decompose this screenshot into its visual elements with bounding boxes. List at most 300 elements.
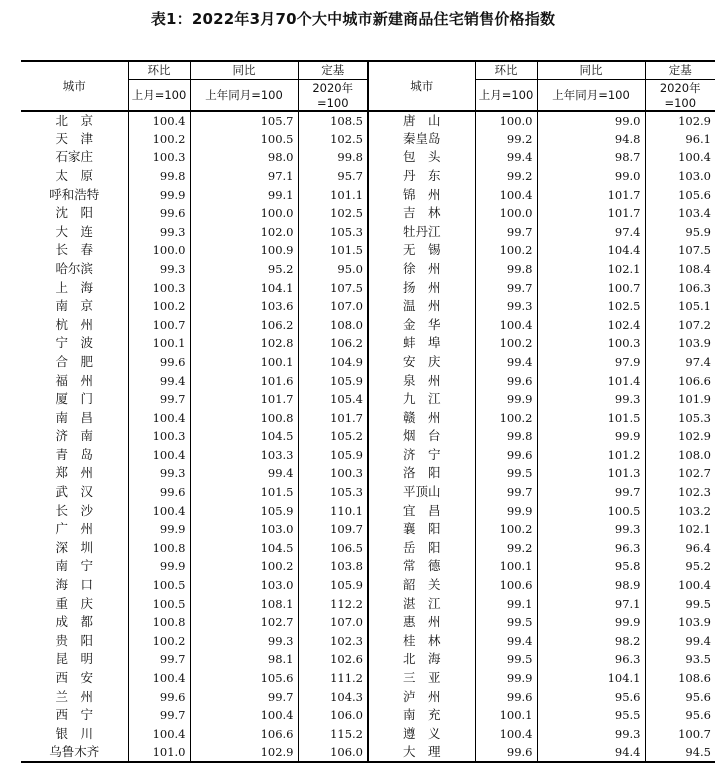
table-row xyxy=(21,111,715,130)
base-cell: 105.3 xyxy=(645,408,715,427)
table-row xyxy=(21,446,715,465)
yoy-cell: 100.7 xyxy=(537,278,645,297)
yoy-cell: 97.9 xyxy=(537,353,645,372)
mom-header-right: 环比 xyxy=(475,61,537,79)
mom-cell: 101.0 xyxy=(128,743,190,762)
yoy-cell: 97.1 xyxy=(537,594,645,613)
table-row xyxy=(21,576,715,595)
base-cell: 93.5 xyxy=(645,650,715,669)
yoy-cell: 108.1 xyxy=(190,594,298,613)
city-cell: 沈 阳 xyxy=(55,205,93,221)
city-cell: 南 充 xyxy=(368,706,475,725)
city-cell: 武 汉 xyxy=(55,484,93,500)
mom-cell: 99.3 xyxy=(128,464,190,483)
mom-cell: 99.2 xyxy=(475,167,537,186)
base-cell: 100.3 xyxy=(298,464,368,483)
base-cell: 100.4 xyxy=(645,576,715,595)
base-cell: 105.2 xyxy=(298,427,368,446)
mom-cell: 100.0 xyxy=(128,241,190,260)
mom-header-left: 环比 xyxy=(128,61,190,79)
mom-subheader-right: 上月=100 xyxy=(475,79,537,111)
table-row xyxy=(21,613,715,632)
yoy-cell: 103.0 xyxy=(190,520,298,539)
yoy-cell: 96.3 xyxy=(537,650,645,669)
base-cell: 95.9 xyxy=(645,222,715,241)
mom-cell: 100.5 xyxy=(128,576,190,595)
city-cell: 洛 阳 xyxy=(368,464,475,483)
city-cell: 徐 州 xyxy=(368,260,475,279)
table-row xyxy=(21,148,715,167)
mom-cell: 100.8 xyxy=(128,613,190,632)
base-cell: 103.0 xyxy=(645,167,715,186)
yoy-cell: 102.5 xyxy=(537,297,645,316)
mom-cell: 99.6 xyxy=(475,687,537,706)
city-cell: 蚌 埠 xyxy=(368,334,475,353)
base-cell: 102.7 xyxy=(645,464,715,483)
yoy-cell: 104.1 xyxy=(190,278,298,297)
mom-cell: 100.2 xyxy=(475,408,537,427)
city-cell: 天 津 xyxy=(55,130,93,146)
price-index-table xyxy=(21,60,715,763)
yoy-cell: 101.4 xyxy=(537,371,645,390)
mom-cell: 100.5 xyxy=(128,594,190,613)
table-row xyxy=(21,371,715,390)
base-cell: 102.3 xyxy=(645,483,715,502)
yoy-cell: 103.0 xyxy=(190,576,298,595)
base-cell: 99.4 xyxy=(645,632,715,651)
base-cell: 104.9 xyxy=(298,353,368,372)
city-cell: 广 州 xyxy=(55,521,93,537)
city-cell: 宜 昌 xyxy=(368,501,475,520)
table-header xyxy=(21,61,715,111)
base-cell: 95.2 xyxy=(645,557,715,576)
city-cell: 银 川 xyxy=(55,725,93,741)
table-row xyxy=(21,353,715,372)
table-row xyxy=(21,557,715,576)
yoy-cell: 101.5 xyxy=(537,408,645,427)
base-cell: 105.4 xyxy=(298,390,368,409)
base-subheader-right: 2020年=100 xyxy=(645,79,715,111)
yoy-cell: 105.6 xyxy=(190,669,298,688)
mom-cell: 100.2 xyxy=(128,297,190,316)
mom-cell: 100.8 xyxy=(128,539,190,558)
base-cell: 115.2 xyxy=(298,725,368,744)
base-cell: 95.6 xyxy=(645,706,715,725)
base-cell: 97.4 xyxy=(645,353,715,372)
yoy-cell: 104.1 xyxy=(537,669,645,688)
table-row xyxy=(21,632,715,651)
mom-cell: 100.4 xyxy=(128,408,190,427)
city-cell: 福 州 xyxy=(55,372,93,388)
mom-cell: 99.9 xyxy=(128,185,190,204)
yoy-cell: 100.9 xyxy=(190,241,298,260)
yoy-cell: 103.6 xyxy=(190,297,298,316)
yoy-cell: 102.0 xyxy=(190,222,298,241)
mom-cell: 100.2 xyxy=(475,334,537,353)
base-cell: 105.6 xyxy=(645,185,715,204)
city-cell: 成 都 xyxy=(55,614,93,630)
base-cell: 108.5 xyxy=(298,111,368,130)
city-cell: 厦 门 xyxy=(55,391,93,407)
mom-cell: 99.8 xyxy=(128,167,190,186)
yoy-cell: 98.2 xyxy=(537,632,645,651)
base-cell: 105.3 xyxy=(298,222,368,241)
mom-cell: 100.3 xyxy=(128,278,190,297)
base-cell: 110.1 xyxy=(298,501,368,520)
yoy-cell: 101.3 xyxy=(537,464,645,483)
yoy-cell: 97.1 xyxy=(190,167,298,186)
table-row xyxy=(21,539,715,558)
mom-cell: 100.2 xyxy=(128,632,190,651)
base-cell: 103.8 xyxy=(298,557,368,576)
base-cell: 95.6 xyxy=(645,687,715,706)
city-cell: 泸 州 xyxy=(368,687,475,706)
yoy-cell: 101.7 xyxy=(190,390,298,409)
yoy-cell: 98.9 xyxy=(537,576,645,595)
yoy-header-left: 同比 xyxy=(190,61,298,79)
base-cell: 107.5 xyxy=(645,241,715,260)
base-cell: 99.8 xyxy=(298,148,368,167)
yoy-cell: 105.9 xyxy=(190,501,298,520)
base-cell: 108.0 xyxy=(645,446,715,465)
mom-cell: 99.7 xyxy=(128,390,190,409)
base-cell: 101.1 xyxy=(298,185,368,204)
table-row xyxy=(21,278,715,297)
city-cell: 襄 阳 xyxy=(368,520,475,539)
base-cell: 107.0 xyxy=(298,613,368,632)
mom-cell: 99.2 xyxy=(475,539,537,558)
base-cell: 106.5 xyxy=(298,539,368,558)
mom-cell: 100.4 xyxy=(128,669,190,688)
table-row xyxy=(21,167,715,186)
table-row xyxy=(21,204,715,223)
base-cell: 95.7 xyxy=(298,167,368,186)
table-row xyxy=(21,334,715,353)
city-cell: 遵 义 xyxy=(368,725,475,744)
table-row xyxy=(21,669,715,688)
city-cell: 丹 东 xyxy=(368,167,475,186)
city-cell: 惠 州 xyxy=(368,613,475,632)
base-cell: 105.3 xyxy=(298,483,368,502)
base-cell: 101.5 xyxy=(298,241,368,260)
table-row xyxy=(21,650,715,669)
city-cell: 唐 山 xyxy=(368,111,475,130)
mom-cell: 99.4 xyxy=(128,371,190,390)
mom-cell: 99.5 xyxy=(475,613,537,632)
yoy-cell: 95.8 xyxy=(537,557,645,576)
city-cell: 哈尔滨 xyxy=(55,260,93,276)
yoy-subheader-right: 上年同月=100 xyxy=(537,79,645,111)
city-cell: 太 原 xyxy=(55,167,93,183)
city-cell: 岳 阳 xyxy=(368,539,475,558)
yoy-cell: 100.5 xyxy=(537,501,645,520)
city-cell: 牡丹江 xyxy=(368,222,475,241)
city-cell: 秦皇岛 xyxy=(368,130,475,149)
mom-cell: 99.5 xyxy=(475,464,537,483)
yoy-cell: 100.3 xyxy=(537,334,645,353)
table-row xyxy=(21,222,715,241)
city-header-left: 城市 xyxy=(21,61,128,111)
mom-cell: 99.6 xyxy=(128,353,190,372)
city-cell: 平顶山 xyxy=(368,483,475,502)
mom-cell: 100.1 xyxy=(475,557,537,576)
mom-cell: 100.4 xyxy=(128,446,190,465)
yoy-cell: 106.6 xyxy=(190,725,298,744)
yoy-cell: 99.3 xyxy=(537,520,645,539)
base-cell: 94.5 xyxy=(645,743,715,762)
table-row xyxy=(21,464,715,483)
city-cell: 宁 波 xyxy=(55,335,93,351)
yoy-cell: 98.1 xyxy=(190,650,298,669)
yoy-header-right: 同比 xyxy=(537,61,645,79)
base-cell: 106.0 xyxy=(298,706,368,725)
city-cell: 青 岛 xyxy=(55,446,93,462)
yoy-cell: 94.8 xyxy=(537,130,645,149)
table-row xyxy=(21,408,715,427)
yoy-cell: 99.4 xyxy=(190,464,298,483)
yoy-cell: 99.3 xyxy=(537,390,645,409)
yoy-cell: 99.1 xyxy=(190,185,298,204)
yoy-subheader-left: 上年同月=100 xyxy=(190,79,298,111)
mom-cell: 100.1 xyxy=(128,334,190,353)
yoy-cell: 100.2 xyxy=(190,557,298,576)
table-row xyxy=(21,260,715,279)
city-cell: 常 德 xyxy=(368,557,475,576)
yoy-cell: 104.5 xyxy=(190,539,298,558)
base-cell: 108.4 xyxy=(645,260,715,279)
base-cell: 111.2 xyxy=(298,669,368,688)
base-cell: 99.5 xyxy=(645,594,715,613)
city-cell: 济 南 xyxy=(55,428,93,444)
mom-cell: 99.6 xyxy=(128,204,190,223)
base-cell: 96.1 xyxy=(645,130,715,149)
table-row xyxy=(21,725,715,744)
city-cell: 北 海 xyxy=(368,650,475,669)
yoy-cell: 94.4 xyxy=(537,743,645,762)
table-row xyxy=(21,483,715,502)
mom-cell: 99.9 xyxy=(475,669,537,688)
city-cell: 包 头 xyxy=(368,148,475,167)
base-cell: 102.3 xyxy=(298,632,368,651)
yoy-cell: 97.4 xyxy=(537,222,645,241)
city-cell: 西 宁 xyxy=(55,707,93,723)
mom-cell: 99.7 xyxy=(475,278,537,297)
mom-cell: 99.3 xyxy=(128,222,190,241)
mom-cell: 99.7 xyxy=(128,706,190,725)
table-row xyxy=(21,687,715,706)
city-cell: 南 宁 xyxy=(55,558,93,574)
yoy-cell: 99.3 xyxy=(537,725,645,744)
base-cell: 107.0 xyxy=(298,297,368,316)
base-cell: 102.6 xyxy=(298,650,368,669)
yoy-cell: 100.8 xyxy=(190,408,298,427)
mom-cell: 99.7 xyxy=(128,650,190,669)
mom-cell: 99.4 xyxy=(475,148,537,167)
page-title: 表1：2022年3月70个大中城市新建商品住宅销售价格指数 xyxy=(150,10,556,28)
yoy-cell: 98.7 xyxy=(537,148,645,167)
mom-cell: 99.3 xyxy=(128,260,190,279)
yoy-cell: 100.1 xyxy=(190,353,298,372)
city-cell: 泉 州 xyxy=(368,371,475,390)
base-subheader-left: 2020年=100 xyxy=(298,79,368,111)
mom-cell: 100.4 xyxy=(128,111,190,130)
yoy-cell: 102.7 xyxy=(190,613,298,632)
city-cell: 韶 关 xyxy=(368,576,475,595)
mom-cell: 100.2 xyxy=(475,520,537,539)
table-row xyxy=(21,241,715,260)
city-cell: 吉 林 xyxy=(368,204,475,223)
city-cell: 安 庆 xyxy=(368,353,475,372)
base-cell: 95.0 xyxy=(298,260,368,279)
base-cell: 105.9 xyxy=(298,371,368,390)
city-cell: 乌鲁木齐 xyxy=(49,744,100,760)
city-cell: 重 庆 xyxy=(55,595,93,611)
table-row xyxy=(21,520,715,539)
mom-subheader-left: 上月=100 xyxy=(128,79,190,111)
base-cell: 107.2 xyxy=(645,315,715,334)
base-cell: 101.7 xyxy=(298,408,368,427)
yoy-cell: 100.0 xyxy=(190,204,298,223)
base-cell: 103.2 xyxy=(645,501,715,520)
yoy-cell: 99.7 xyxy=(190,687,298,706)
base-cell: 105.9 xyxy=(298,446,368,465)
base-cell: 102.5 xyxy=(298,130,368,149)
yoy-cell: 101.6 xyxy=(190,371,298,390)
yoy-cell: 101.7 xyxy=(537,185,645,204)
mom-cell: 100.4 xyxy=(128,725,190,744)
base-cell: 109.7 xyxy=(298,520,368,539)
base-cell: 100.4 xyxy=(645,148,715,167)
base-cell: 112.2 xyxy=(298,594,368,613)
city-cell: 上 海 xyxy=(55,279,93,295)
city-cell: 贵 阳 xyxy=(55,632,93,648)
table-row xyxy=(21,706,715,725)
yoy-cell: 99.9 xyxy=(537,427,645,446)
yoy-cell: 99.0 xyxy=(537,111,645,130)
city-cell: 桂 林 xyxy=(368,632,475,651)
mom-cell: 99.4 xyxy=(475,353,537,372)
base-cell: 105.9 xyxy=(298,576,368,595)
city-cell: 温 州 xyxy=(368,297,475,316)
city-cell: 长 沙 xyxy=(55,502,93,518)
base-cell: 107.5 xyxy=(298,278,368,297)
base-cell: 108.6 xyxy=(645,669,715,688)
city-cell: 郑 州 xyxy=(55,465,93,481)
base-cell: 106.0 xyxy=(298,743,368,762)
mom-cell: 100.0 xyxy=(475,111,537,130)
mom-cell: 99.4 xyxy=(475,632,537,651)
base-header-left: 定基 xyxy=(298,61,368,79)
base-cell: 106.3 xyxy=(645,278,715,297)
city-cell: 西 安 xyxy=(55,670,93,686)
city-cell: 扬 州 xyxy=(368,278,475,297)
table-row xyxy=(21,185,715,204)
base-cell: 103.9 xyxy=(645,334,715,353)
mom-cell: 99.9 xyxy=(128,520,190,539)
yoy-cell: 103.3 xyxy=(190,446,298,465)
city-cell: 深 圳 xyxy=(55,539,93,555)
city-cell: 锦 州 xyxy=(368,185,475,204)
base-cell: 108.0 xyxy=(298,315,368,334)
base-cell: 100.7 xyxy=(645,725,715,744)
mom-cell: 99.6 xyxy=(475,743,537,762)
mom-cell: 99.2 xyxy=(475,130,537,149)
table-row xyxy=(21,594,715,613)
base-cell: 101.9 xyxy=(645,390,715,409)
mom-cell: 100.0 xyxy=(475,204,537,223)
yoy-cell: 104.5 xyxy=(190,427,298,446)
mom-cell: 99.7 xyxy=(475,483,537,502)
city-cell: 无 锡 xyxy=(368,241,475,260)
city-cell: 兰 州 xyxy=(55,688,93,704)
yoy-cell: 95.2 xyxy=(190,260,298,279)
yoy-cell: 100.4 xyxy=(190,706,298,725)
city-cell: 金 华 xyxy=(368,315,475,334)
base-cell: 102.9 xyxy=(645,427,715,446)
mom-cell: 99.7 xyxy=(475,222,537,241)
city-cell: 九 江 xyxy=(368,390,475,409)
mom-cell: 99.6 xyxy=(475,446,537,465)
city-cell: 赣 州 xyxy=(368,408,475,427)
yoy-cell: 99.7 xyxy=(537,483,645,502)
mom-cell: 99.5 xyxy=(475,650,537,669)
yoy-cell: 99.9 xyxy=(537,613,645,632)
yoy-cell: 96.3 xyxy=(537,539,645,558)
yoy-cell: 99.0 xyxy=(537,167,645,186)
yoy-cell: 101.5 xyxy=(190,483,298,502)
table-row xyxy=(21,130,715,149)
city-cell: 石家庄 xyxy=(55,149,93,165)
table-row xyxy=(21,501,715,520)
mom-cell: 100.3 xyxy=(128,427,190,446)
mom-cell: 100.4 xyxy=(128,501,190,520)
yoy-cell: 102.9 xyxy=(190,743,298,762)
table-body xyxy=(21,111,715,763)
city-cell: 南 昌 xyxy=(55,409,93,425)
city-cell: 长 春 xyxy=(55,242,93,258)
base-cell: 102.5 xyxy=(298,204,368,223)
city-cell: 济 宁 xyxy=(368,446,475,465)
mom-cell: 99.6 xyxy=(475,371,537,390)
base-cell: 103.4 xyxy=(645,204,715,223)
mom-cell: 99.3 xyxy=(475,297,537,316)
mom-cell: 99.8 xyxy=(475,260,537,279)
table-row xyxy=(21,427,715,446)
yoy-cell: 102.8 xyxy=(190,334,298,353)
mom-cell: 99.9 xyxy=(475,501,537,520)
base-cell: 104.3 xyxy=(298,687,368,706)
city-cell: 杭 州 xyxy=(55,316,93,332)
table-row xyxy=(21,315,715,334)
mom-cell: 99.6 xyxy=(128,687,190,706)
mom-cell: 100.3 xyxy=(128,148,190,167)
mom-cell: 100.7 xyxy=(128,315,190,334)
city-cell: 合 肥 xyxy=(55,353,93,369)
mom-cell: 99.9 xyxy=(475,390,537,409)
base-cell: 105.1 xyxy=(645,297,715,316)
base-cell: 102.1 xyxy=(645,520,715,539)
mom-cell: 99.8 xyxy=(475,427,537,446)
yoy-cell: 102.4 xyxy=(537,315,645,334)
table-row xyxy=(21,297,715,316)
mom-cell: 100.4 xyxy=(475,315,537,334)
mom-cell: 99.9 xyxy=(128,557,190,576)
mom-cell: 100.4 xyxy=(475,185,537,204)
city-cell: 昆 明 xyxy=(55,651,93,667)
city-cell: 海 口 xyxy=(55,577,93,593)
yoy-cell: 101.2 xyxy=(537,446,645,465)
mom-cell: 100.6 xyxy=(475,576,537,595)
